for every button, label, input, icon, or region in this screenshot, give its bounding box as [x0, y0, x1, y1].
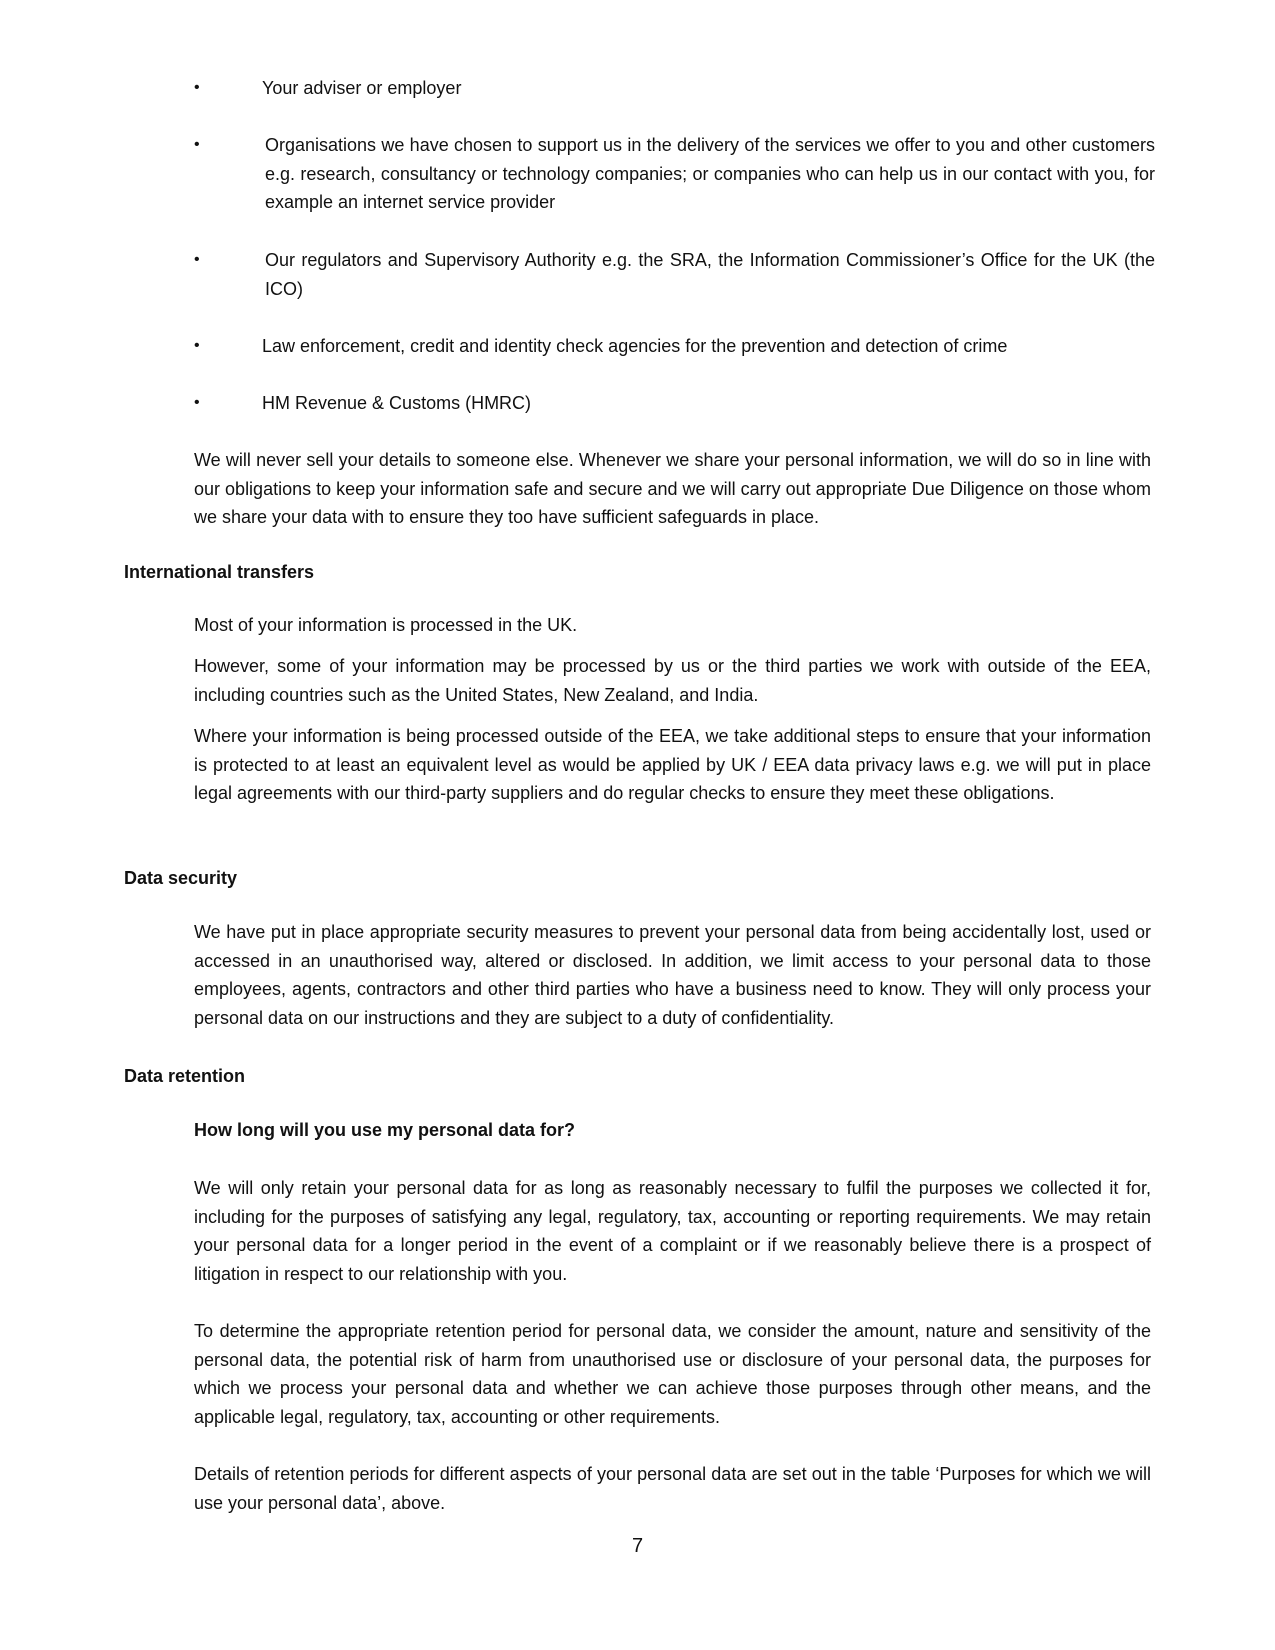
retention-paragraph-1: We will only retain your personal data for as long as reasonably necessary to fulfil the purposes we collected it for, including for the purposes of satisfying any legal, regulatory, tax, accounting or reporting requirements. We may retain your personal data for a longer period in the event of a complaint or if we reasonably believe there is a prospect of litigation in respect to our relationship with you.	[194, 1178, 1151, 1284]
list-item-text: Our regulators and Supervisory Authority e.g. the SRA, the Information Commissioner’s Office for the UK (the ICO)	[265, 250, 1155, 299]
list-item-text: Your adviser or employer	[262, 78, 462, 98]
international-transfers-heading: International transfers	[124, 562, 315, 582]
bullet-icon: •	[194, 79, 200, 96]
list-item-text: HM Revenue & Customs (HMRC)	[262, 393, 532, 413]
list-item-text: Law enforcement, credit and identity check agencies for the prevention and detection of crime	[262, 336, 1008, 356]
data-security-heading: Data security	[124, 868, 238, 888]
retention-paragraph-3: Details of retention periods for different aspects of your personal data are set out in the table ‘Purposes for which we will use your personal data’, above.	[194, 1464, 1151, 1513]
page-number: 7	[631, 1535, 644, 1557]
list-item-text: Organisations we have chosen to support us in the delivery of the services we offer to you and other customers e.g. research, consultancy or technology companies; or companies who can help us in our contact with you, for example an internet service provider	[265, 135, 1155, 212]
retention-paragraph-2: To determine the appropriate retention period for personal data, we consider the amount, nature and sensitivity of the personal data, the potential risk of harm from unauthorised use or disclosure of your personal data, the purposes for which we process your personal data and whether we can achieve those purposes through other means, and the applicable legal, regulatory, tax, accounting or other requirements.	[194, 1321, 1151, 1427]
sharing-paragraph: We will never sell your details to someone else. Whenever we share your personal information, we will do so in line with our obligations to keep your information safe and secure and we will carry out appropriate Due Diligence on those whom we share your data with to ensure they too have sufficient safeguards in place.	[194, 450, 1151, 528]
international-paragraph-1: Most of your information is processed in the UK.	[194, 615, 578, 635]
data-retention-heading: Data retention	[124, 1066, 246, 1086]
international-paragraph-2: However, some of your information may be processed by us or the third parties we work with outside of the EEA, including countries such as the United States, New Zealand, and India.	[194, 656, 1151, 705]
international-paragraph-3: Where your information is being processed outside of the EEA, we take additional steps to ensure that your information is protected to at least an equivalent level as would be applied by UK / EEA data privacy laws e.g. we will put in place legal agreements with our third-party suppliers and do regular checks to ensure they meet these obligations.	[194, 726, 1151, 804]
retention-subheading: How long will you use my personal data for?	[194, 1120, 576, 1140]
bullet-icon: •	[194, 394, 200, 411]
bullet-icon: •	[194, 251, 200, 268]
data-security-paragraph: We have put in place appropriate security measures to prevent your personal data from being accidentally lost, used or accessed in an unauthorised way, altered or disclosed. In addition, we limit access to your personal data to those employees, agents, contractors and other third parties who have a business need to know. They will only process your personal data on our instructions and they are subject to a duty of confidentiality.	[194, 922, 1151, 1028]
bullet-icon: •	[194, 136, 200, 153]
bullet-icon: •	[194, 337, 200, 354]
